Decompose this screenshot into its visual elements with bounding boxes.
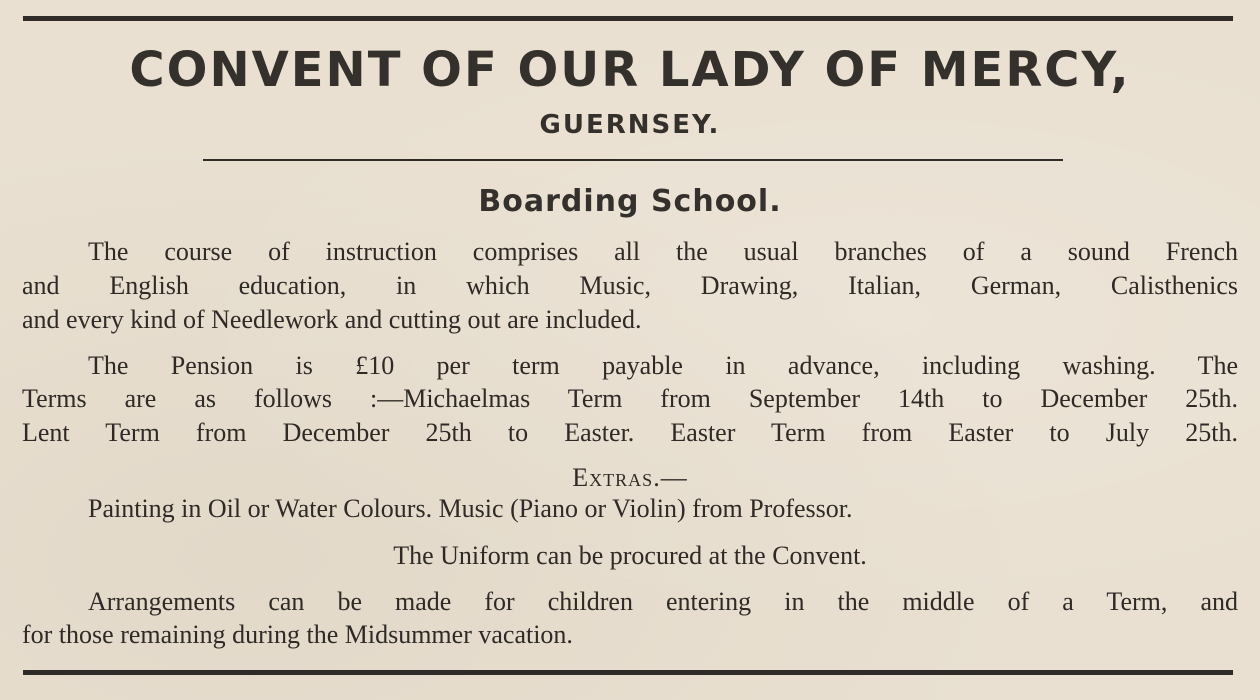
bottom-rule [23, 670, 1233, 675]
pension-line-2: Terms are as follows :—Michaelmas Term from September 14th to December 25th. [22, 384, 1238, 413]
pension-line-3: Lent Term from December 25th to Easter. Easter Term from Easter to July 25th. [22, 418, 1238, 447]
instruction-line-3: and every kind of Needlework and cutting out are included. [22, 305, 642, 334]
arrangements-line-2: for those remaining during the Midsummer vacation. [22, 620, 573, 649]
uniform-line: The Uniform can be procured at the Convent. [393, 541, 867, 570]
section-divider [203, 159, 1063, 161]
top-rule [23, 16, 1233, 21]
instruction-line-1: The course of instruction comprises all the usual branches of a sound French [88, 237, 1238, 266]
page-title: CONVENT OF OUR LADY OF MERCY, [129, 42, 1131, 98]
extras-line-1: Painting in Oil or Water Colours. Music (Piano or Violin) from Professor. [88, 494, 853, 523]
section-heading: Boarding School. [478, 184, 782, 219]
instruction-line-2: and English education, in which Music, Drawing, Italian, German, Calisthenics [22, 271, 1238, 300]
location-subtitle: GUERNSEY. [539, 110, 721, 140]
pension-line-1: The Pension is £10 per term payable in advance, including washing. The [88, 351, 1238, 380]
arrangements-line-1: Arrangements can be made for children entering in the middle of a Term, and [88, 587, 1238, 616]
extras-heading: Extras.— [572, 463, 688, 492]
